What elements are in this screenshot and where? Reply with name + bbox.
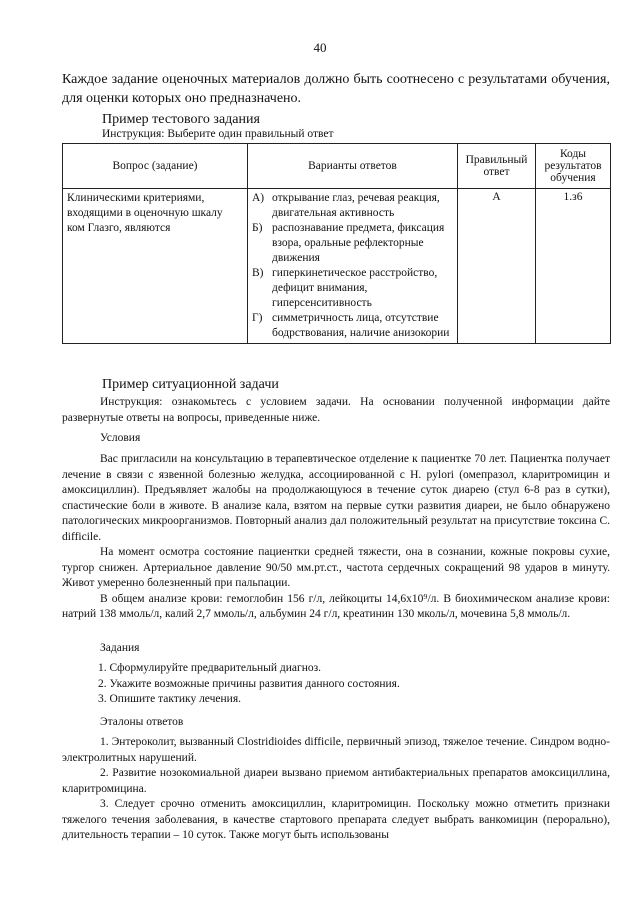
situational-instruction: Инструкция: ознакомьтесь с условием задачи. На основании полученной информации дайте развернутые ответы на вопросы, приведенные ниже. — [62, 396, 610, 424]
code-cell: 1.з6 — [536, 189, 611, 344]
test-heading: Пример тестового задания — [102, 112, 260, 127]
option-a — [252, 191, 453, 221]
answer-paragraph: 1. Энтероколит, вызванный Clostridioides difficile, первичный эпизод, тяжелое течение. Синдром водно-электролитных нарушений. — [62, 736, 610, 764]
option-c — [252, 266, 453, 311]
header-codes: Коды результатов обучения — [536, 144, 611, 189]
answers-label: Эталоны ответов — [100, 716, 184, 728]
header-answer: Правильный ответ — [458, 144, 536, 189]
test-instruction: Инструкция: Выберите один правильный ответ — [102, 128, 334, 140]
condition-paragraph: Вас пригласили на консультацию в терапевтическое отделение к пациентке 70 лет. Пациентка получает лечение в связи с язвенной болезнью желудка, ассоциированной с H. pylori (омепразол, кларитромицин и амоксициллин). Предъявляет жалобы на продолжающуюся в течение суток диарею (стул 6-8 раз в сутки), спастические боли в животе. В анализе кала, взятом на первые сутки развития диареи, не было обнаружено патологических микроорганизмов. Повторный анализ дал положительный результат на присутствие токсина C. difficile. — [62, 453, 610, 543]
option-text: открывание глаз, речевая реакция, двигательная активность — [272, 192, 440, 219]
page-number: 40 — [313, 40, 327, 55]
intro-paragraph: Каждое задание оценочных материалов должно быть соотнесено с результатами обучения, для оценки которых оно предназначено. — [62, 72, 610, 106]
tasks-list — [62, 661, 610, 708]
option-text: симметричность лица, отсутствие бодрствования, наличие анизокории — [272, 312, 450, 339]
option-text: распознавание предмета, фиксация взора, оральные рефлекторные движения — [272, 222, 445, 264]
option-b — [252, 221, 453, 266]
test-table — [62, 143, 611, 344]
list-item: 2. Укажите возможные причины развития данного состояния. — [98, 677, 400, 690]
condition-paragraph: На момент осмотра состояние пациентки средней тяжести, она в сознании, кожные покровы сухие, тургор снижен. Артериальное давление 90/50 мм.рт.ст., частота сердечных сокращений 98 ударов в минуту. Живот умеренно болезненный при пальпации. — [62, 546, 610, 589]
answer-paragraph: 2. Развитие нозокомиальной диареи вызвано приемом антибактериальных препаратов амоксициллина, кларитромицина. — [62, 767, 610, 795]
header-question: Вопрос (задание) — [63, 144, 248, 189]
option-letter: А) — [252, 192, 265, 204]
table-header-row — [63, 144, 611, 189]
tasks-label: Задания — [100, 642, 140, 654]
table-row — [63, 189, 611, 344]
option-d — [252, 311, 453, 341]
option-letter: Г) — [252, 312, 263, 324]
answers-block — [62, 735, 610, 844]
list-item: 3. Опишите тактику лечения. — [98, 693, 241, 705]
options-cell — [248, 189, 458, 344]
situational-heading: Пример ситуационной задачи — [102, 377, 279, 392]
list-item: 1. Сформулируйте предварительный диагноз. — [98, 662, 322, 674]
answer-cell: А — [458, 189, 536, 344]
question-cell: Клиническими критериями, входящими в оценочную шкалу ком Глазго, являются — [63, 189, 248, 344]
option-letter: В) — [252, 267, 264, 279]
option-letter: Б) — [252, 222, 263, 234]
option-text: гиперкинетическое расстройство, дефицит внимания, гиперсенситивность — [272, 267, 438, 309]
answer-paragraph: 3. Следует срочно отменить амоксициллин, кларитромицин. Поскольку можно отметить признаки тяжелого течения заболевания, в качестве стартового препарата следует выбрать ванкомицин (перорально), длительность терапии – 10 суток. Также могут быть использованы — [62, 798, 610, 841]
header-options: Варианты ответов — [248, 144, 458, 189]
conditions-block — [62, 452, 610, 623]
condition-paragraph: В общем анализе крови: гемоглобин 156 г/л, лейкоциты 14,6х10⁹/л. В биохимическом анализе крови: натрий 138 ммоль/л, калий 2,7 ммоль/л, альбумин 24 г/л, креатинин 130 мколь/л, мочевина 5,8 ммоль/л. — [62, 592, 610, 620]
conditions-label: Условия — [100, 432, 141, 444]
